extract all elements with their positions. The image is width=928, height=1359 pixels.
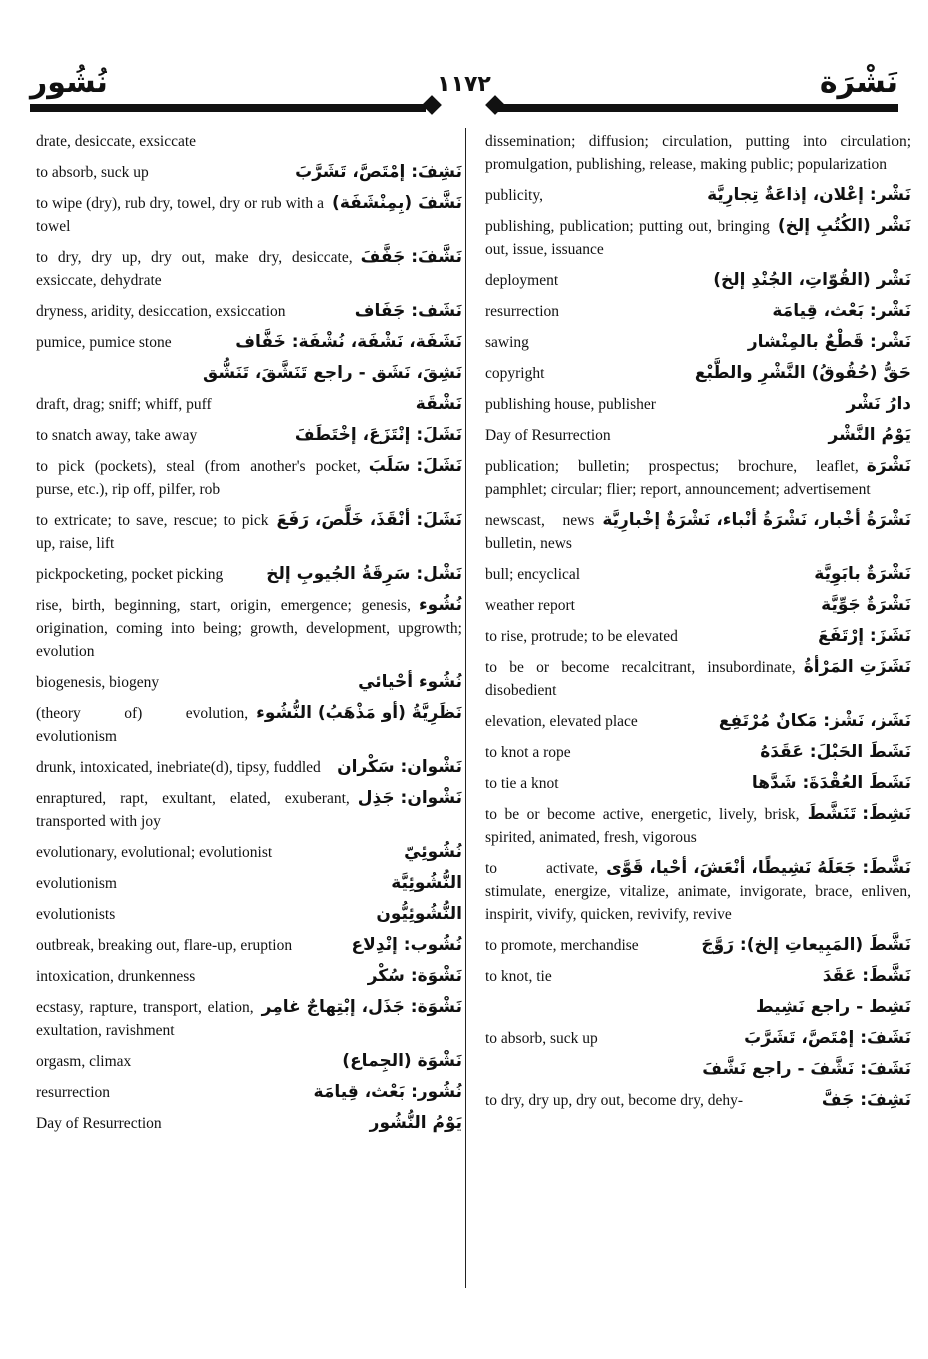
english-definition: pickpocketing, pocket picking <box>36 566 224 583</box>
english-definition: weather report <box>485 597 575 614</box>
arabic-headword: نَشَلَ: إنْتَزَعَ، إخْتَطَفَ <box>294 425 462 445</box>
english-definition: to pick (pockets), steal (from another's pocket, purse, etc.), rip off, pilfer, rob <box>36 458 361 498</box>
english-definition: to promote, merchandise <box>485 937 639 954</box>
arabic-headword: نَشَطَ الحَبْلَ: عَقَدَهُ <box>760 742 911 762</box>
dictionary-entry <box>485 331 911 354</box>
arabic-headword: نَشِقَ، نَشَق - راجع تَنَشَّقَ، تَنَشُّق <box>203 363 462 383</box>
arabic-headword: نَشَّطَ (المَبِيعاتِ إلخ): رَوَّجَ <box>701 935 911 955</box>
dictionary-entry <box>485 269 911 292</box>
dictionary-entry <box>36 331 462 354</box>
dictionary-entry <box>36 872 462 895</box>
arabic-headword: نَشْرَةٌ بابَوِيَّة <box>814 564 911 584</box>
english-definition: to knot a rope <box>485 744 571 761</box>
dictionary-entry <box>36 455 462 501</box>
dictionary-entry <box>485 509 911 555</box>
arabic-headword: نَشْوان: جَذِل <box>357 788 462 808</box>
dictionary-entry <box>485 1027 911 1050</box>
english-definition: publishing, publication; putting out, bringing out, issue, issuance <box>485 218 770 258</box>
english-definition: to tie a knot <box>485 775 559 792</box>
arabic-headword: نَشْرَةُ أخْبار، نَشْرَةُ أنْباء، نَشْرَةٌ إخْبارِيَّة <box>602 510 911 530</box>
arabic-headword: نَشْل: سَرِقَةُ الجُيوبِ إلخ <box>266 564 462 584</box>
arabic-headword: نَشِفَ: جَفَّ <box>821 1090 911 1110</box>
dictionary-entry <box>485 741 911 764</box>
page-number: ١١٧٢ <box>437 72 491 97</box>
english-definition: enraptured, rapt, exultant, elated, exuberant, transported with joy <box>36 790 350 830</box>
arabic-headword: نُشُور: بَعْث، قِيامَة <box>313 1082 462 1102</box>
dictionary-entry <box>36 393 462 416</box>
english-definition: drunk, intoxicated, inebriate(d), tipsy, fuddled <box>36 759 321 776</box>
dictionary-entry <box>485 300 911 323</box>
header-rule-left <box>30 104 426 112</box>
arabic-headword: نَشْوَة (الجِماع) <box>342 1051 462 1071</box>
arabic-headword: نَشَّفَ: جَفَّفَ <box>360 247 462 267</box>
dictionary-entry <box>485 215 911 261</box>
arabic-headword: نَشَلَ: سَلَبَ <box>368 456 462 476</box>
dictionary-entry <box>36 300 462 323</box>
arabic-headword: نَظَرِيَّةُ (أو مَذْهَبُ) النُّشُوء <box>256 703 462 723</box>
arabic-headword: نَشْر (الكُتُبِ إلخ) <box>777 216 911 236</box>
english-definition: to knot, tie <box>485 968 552 985</box>
english-definition: resurrection <box>485 303 560 320</box>
arabic-headword: نَشَزَ: إرْتَفَعَ <box>818 626 911 646</box>
arabic-headword: نَشِطَ: تَنَشَّطَ <box>807 804 911 824</box>
dictionary-entry <box>485 996 911 1019</box>
dictionary-entry <box>36 787 462 833</box>
english-definition: (theory of) evolution, evolutionism <box>36 705 249 745</box>
english-definition: copyright <box>485 365 545 382</box>
english-definition: pumice, pumice stone <box>36 334 172 351</box>
english-definition: to absorb, suck up <box>36 164 149 181</box>
english-definition: rise, birth, beginning, start, origin, emergence; genesis, origination, coming into being; growth, development, upgrowth; evolution <box>36 597 462 660</box>
arabic-headword: نَشْرَة <box>866 456 911 476</box>
dictionary-entry <box>36 594 462 663</box>
arabic-headword: نَشَلَ: أنْقَذَ، خَلَّصَ، رَفَعَ <box>276 510 462 530</box>
dictionary-entry <box>485 362 911 385</box>
arabic-headword: نَشْوَة: سُكْر <box>367 966 462 986</box>
dictionary-entry <box>485 184 911 207</box>
header-guide-word-right: نَشْرَة <box>819 65 898 100</box>
dictionary-entry <box>36 903 462 926</box>
dictionary-entry <box>36 161 462 184</box>
dictionary-entry <box>36 1081 462 1104</box>
arabic-headword: نَشْر: قَطْعٌ بالمِنْشار <box>747 332 911 352</box>
arabic-headword: نَشِفَ: إمْتَصَّ، تَشَرَّبَ <box>295 162 462 182</box>
arabic-headword: نَشْر: إعْلان، إذاعَةٌ تِجارِيَّة <box>707 185 911 205</box>
arabic-headword: نُشُوئِيّ <box>404 842 462 862</box>
english-definition: to be or become active, energetic, lively, brisk, spirited, animated, fresh, vigorous <box>485 806 800 846</box>
english-definition: publishing house, publisher <box>485 396 656 413</box>
dictionary-entry <box>485 857 911 926</box>
dictionary-entry <box>485 455 911 501</box>
arabic-headword: نَشَّفَ (بِمِنْشَفَة) <box>332 193 462 213</box>
arabic-headword: نَشْوَة: جَذَل، إبْتِهاجٌ غامِر <box>261 997 462 1017</box>
dictionary-entry <box>36 756 462 779</box>
english-definition: to snatch away, take away <box>36 427 198 444</box>
english-definition: sawing <box>485 334 529 351</box>
english-definition: publication; bulletin; prospectus; brochure, leaflet, pamphlet; circular; flier; report, announcement; advertisement <box>485 458 871 498</box>
arabic-headword: نَشْقَة <box>415 394 462 414</box>
arabic-headword: النُّشُوئِيُّون <box>376 904 462 924</box>
dictionary-entry <box>485 710 911 733</box>
dictionary-entry <box>36 841 462 864</box>
dictionary-entry <box>485 656 911 702</box>
dictionary-entry <box>36 192 462 238</box>
english-definition: newscast, news bulletin, news <box>485 512 595 552</box>
arabic-headword: نَشْر: بَعْث، قِيامَة <box>772 301 911 321</box>
dictionary-entry <box>36 1112 462 1135</box>
arabic-headword: دارُ نَشْر <box>846 394 911 414</box>
english-definition: to extricate; to save, rescue; to pick up, raise, lift <box>36 512 269 552</box>
english-definition: to wipe (dry), rub dry, towel, dry or rub with a towel <box>36 195 325 235</box>
english-definition: resurrection <box>36 1084 111 1101</box>
left-column <box>36 130 462 1143</box>
arabic-headword: نَشَفَ: نَشَّفَ - راجع نَشَّفَ <box>702 1059 911 1079</box>
english-definition: intoxication, drunkenness <box>36 968 196 985</box>
right-column <box>485 130 911 1120</box>
dictionary-entry <box>36 934 462 957</box>
arabic-headword: نَشَفَ: إمْتَصَّ، تَشَرَّبَ <box>744 1028 911 1048</box>
arabic-headword: النُّشُوئِيَّة <box>391 873 462 893</box>
english-definition: drate, desiccate, exsiccate <box>36 133 197 150</box>
english-definition: dissemination; diffusion; circulation, putting into circulation; promulgation, publishing, release, making public; popularization <box>485 133 911 173</box>
english-definition: to absorb, suck up <box>485 1030 598 1047</box>
dictionary-entry <box>485 130 911 176</box>
english-definition: deployment <box>485 272 559 289</box>
dictionary-entry <box>485 772 911 795</box>
english-definition: publicity, <box>485 187 543 204</box>
arabic-headword: يَوْمُ النَّشْر <box>828 425 911 445</box>
dictionary-entry <box>36 702 462 748</box>
arabic-headword: نَشَف: جَفَاف <box>354 301 462 321</box>
arabic-headword: نُشُوء أحْيائي <box>358 672 462 692</box>
english-definition: Day of Resurrection <box>485 427 611 444</box>
arabic-headword: نَشَّطَ: عَقَدَ <box>822 966 911 986</box>
english-definition: elevation, elevated place <box>485 713 638 730</box>
dictionary-entry <box>485 934 911 957</box>
english-definition: draft, drag; sniff; whiff, puff <box>36 396 212 413</box>
english-definition: ecstasy, rapture, transport, elation, exultation, ravishment <box>36 999 254 1039</box>
english-definition: to dry, dry up, dry out, make dry, desiccate, exsiccate, dehydrate <box>36 249 353 289</box>
arabic-headword: يَوْمُ النُّشُور <box>369 1113 462 1133</box>
english-definition: dryness, aridity, desiccation, exsiccation <box>36 303 286 320</box>
arabic-headword: نَشَزَتِ المَرْأةُ <box>803 657 911 677</box>
arabic-headword: نَشَطَ العُقْدَةَ: شَدَّها <box>751 773 911 793</box>
english-definition: evolutionists <box>36 906 116 923</box>
arabic-headword: نَشْر (القُوّاتِ، الجُنْدِ إلخ) <box>713 270 911 290</box>
dictionary-entry <box>36 246 462 292</box>
dictionary-entry <box>36 563 462 586</box>
header-guide-word-left: نُشُور <box>30 65 108 100</box>
english-definition: biogenesis, biogeny <box>36 674 160 691</box>
dictionary-entry <box>36 1050 462 1073</box>
dictionary-entry <box>485 803 911 849</box>
arabic-headword: نُشُوب: إنْدِلاع <box>351 935 462 955</box>
header-rule-right <box>498 104 898 112</box>
arabic-headword: نَشَّطَ: جَعَلَهُ نَشِيطًا، أنْعَشَ، أحْيا، قَوَّى <box>606 858 911 878</box>
arabic-headword: نَشِط - راجع نَشِيط <box>755 997 911 1017</box>
english-definition: to rise, protrude; to be elevated <box>485 628 678 645</box>
english-definition: to be or become recalcitrant, insubordinate, disobedient <box>485 659 796 699</box>
dictionary-entry <box>485 424 911 447</box>
column-divider <box>465 128 466 1288</box>
english-definition: evolutionism <box>36 875 117 892</box>
english-definition: to dry, dry up, dry out, become dry, dehy- <box>485 1092 743 1109</box>
dictionary-entry <box>485 965 911 988</box>
english-definition: outbreak, breaking out, flare-up, eruption <box>36 937 293 954</box>
english-definition: to activate, stimulate, energize, vitalize, animate, invigorate, brace, enliven, inspirit, vivify, quicken, revivify, revive <box>485 860 911 923</box>
dictionary-entry <box>36 424 462 447</box>
arabic-headword: حَقُّ (حُقُوقُ) النَّشْرِ والطَّبْع <box>694 363 911 383</box>
dictionary-entry <box>36 671 462 694</box>
dictionary-entry <box>36 130 462 153</box>
arabic-headword: نُشُوء <box>418 595 462 615</box>
dictionary-entry <box>485 594 911 617</box>
arabic-headword: نَشَفَة، نَشْفَة، نُشْفَة: خَفَّاف <box>235 332 462 352</box>
dictionary-entry <box>36 965 462 988</box>
english-definition: Day of Resurrection <box>36 1115 162 1132</box>
arabic-headword: نَشَز، نَشْز: مَكانٌ مُرْتَفِع <box>718 711 911 731</box>
english-definition: evolutionary, evolutional; evolutionist <box>36 844 273 861</box>
english-definition: bull; encyclical <box>485 566 581 583</box>
dictionary-entry <box>36 362 462 385</box>
dictionary-entry <box>485 393 911 416</box>
dictionary-entry <box>36 509 462 555</box>
english-definition: orgasm, climax <box>36 1053 132 1070</box>
dictionary-entry <box>36 996 462 1042</box>
arabic-headword: نَشْوان: سَكْران <box>337 757 462 777</box>
arabic-headword: نَشْرَةٌ جَوِّيَّة <box>821 595 911 615</box>
dictionary-entry <box>485 1089 911 1112</box>
dictionary-entry <box>485 625 911 648</box>
dictionary-entry <box>485 563 911 586</box>
dictionary-entry <box>485 1058 911 1081</box>
